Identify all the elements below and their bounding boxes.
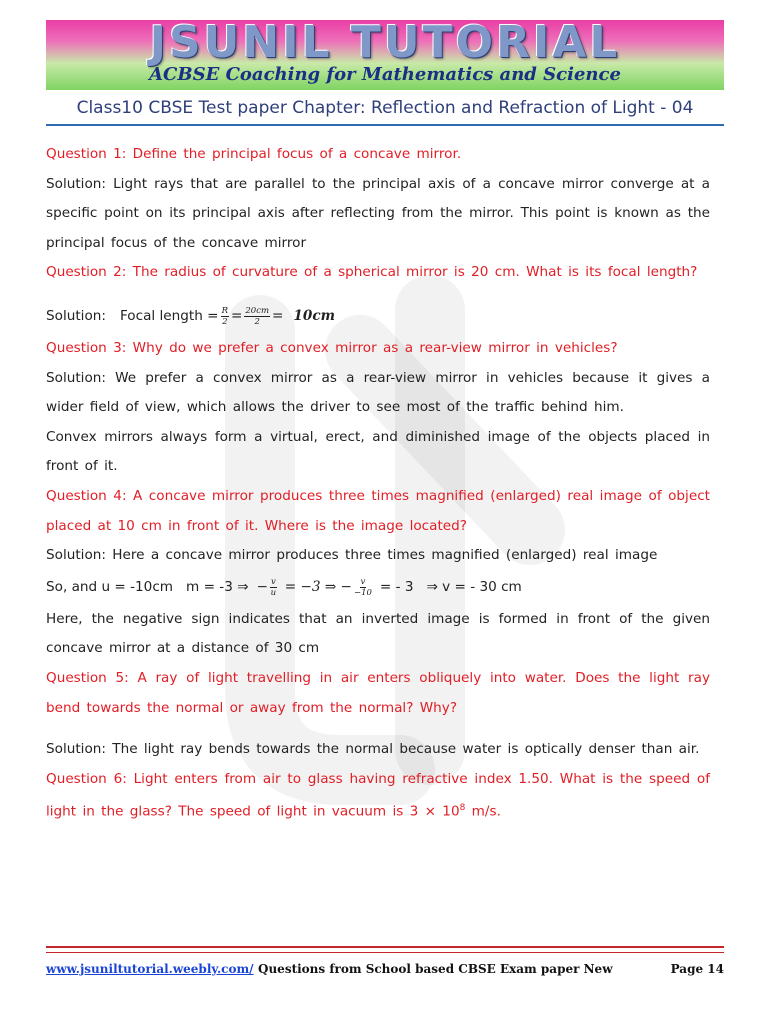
solution-2-formula: Solution: Focal length = $\frac{R}{2}$ = $\frac{20cm}{2}$ = 10cm <box>46 300 710 334</box>
solution-4b: Here, the negative sign indicates that an inverted image is formed in front of the given concave mirror at a distance of 30 cm <box>46 610 710 657</box>
solution-2-label: Focal length = <box>119 308 219 325</box>
question-3: Question 3: Why do we prefer a convex mirror as a rear-view mirror in vehicles? <box>46 339 618 356</box>
footer-divider <box>46 946 724 948</box>
solution-4-formula: So, and u = -10cm m = -3 ⇒ − $\frac{v}{u}$ = −3 ⇒ − $\frac{v}{-10}$ = - 3 ⇒ v = - 30 cm <box>46 577 522 599</box>
fraction-20cm-over-2: $\frac{20cm}{2}$ <box>245 306 270 328</box>
solution-3a: Solution: We prefer a convex mirror as a rear-view mirror in vehicles because it gives a wider field of view, which allows the driver to see most of the traffic behind him. <box>46 369 710 416</box>
website-link[interactable]: www.jsuniltutorial.weebly.com/ <box>46 962 254 976</box>
banner-title: JSUNIL TUTORIAL <box>149 17 621 68</box>
question-4: Question 4: A concave mirror produces three times magnified (enlarged) real image of object placed at 10 cm in front of it. Where is the image located? <box>46 487 710 534</box>
solution-2-prefix: Solution: <box>46 308 106 325</box>
page-title: Class10 CBSE Test paper Chapter: Reflection and Refraction of Light - 04 <box>76 98 694 118</box>
question-2: Question 2: The radius of curvature of a spherical mirror is 20 cm. What is its focal length? <box>46 264 698 281</box>
header-divider <box>46 124 724 126</box>
solution-2-result: 10cm <box>293 308 335 325</box>
page-number: Page 14 <box>670 962 724 976</box>
footer-caption: Questions from School based CBSE Exam paper New <box>258 962 613 976</box>
solution-3b: Convex mirrors always form a virtual, erect, and diminished image of the objects placed in front of it. <box>46 428 710 475</box>
fraction-v-over-u: $\frac{v}{u}$ <box>270 577 277 599</box>
solution-1: Solution: Light rays that are parallel to the principal axis of a concave mirror converge at a specific point on its principal axis after reflecting from the mirror. This point is known as the principal focus of the concave mirror <box>46 175 710 251</box>
solution-5: Solution: The light ray bends towards the normal because water is optically denser than air. <box>46 741 700 758</box>
question-5: Question 5: A ray of light travelling in air enters obliquely into water. Does the light ray bend towards the normal or away from the normal? Why? <box>46 669 710 716</box>
question-6: Question 6: Light enters from air to glass having refractive index 1.50. What is the speed of light in the glass? The speed of light in vacuum is $3 \times 10^8$ m/s. <box>46 770 710 820</box>
footer-divider-thin <box>46 952 724 953</box>
banner-subtitle: ACBSE Coaching for Mathematics and Science <box>149 64 621 85</box>
solution-4a: Solution: Here a concave mirror produces three times magnified (enlarged) real image <box>46 547 658 564</box>
header-banner <box>46 17 724 90</box>
fraction-r-over-2: $\frac{R}{2}$ <box>221 306 228 328</box>
question-1: Question 1: Define the principal focus of a concave mirror. <box>46 146 462 162</box>
document-body <box>46 140 710 827</box>
fraction-v-over-minus10: $\frac{v}{-10}$ <box>353 577 372 599</box>
